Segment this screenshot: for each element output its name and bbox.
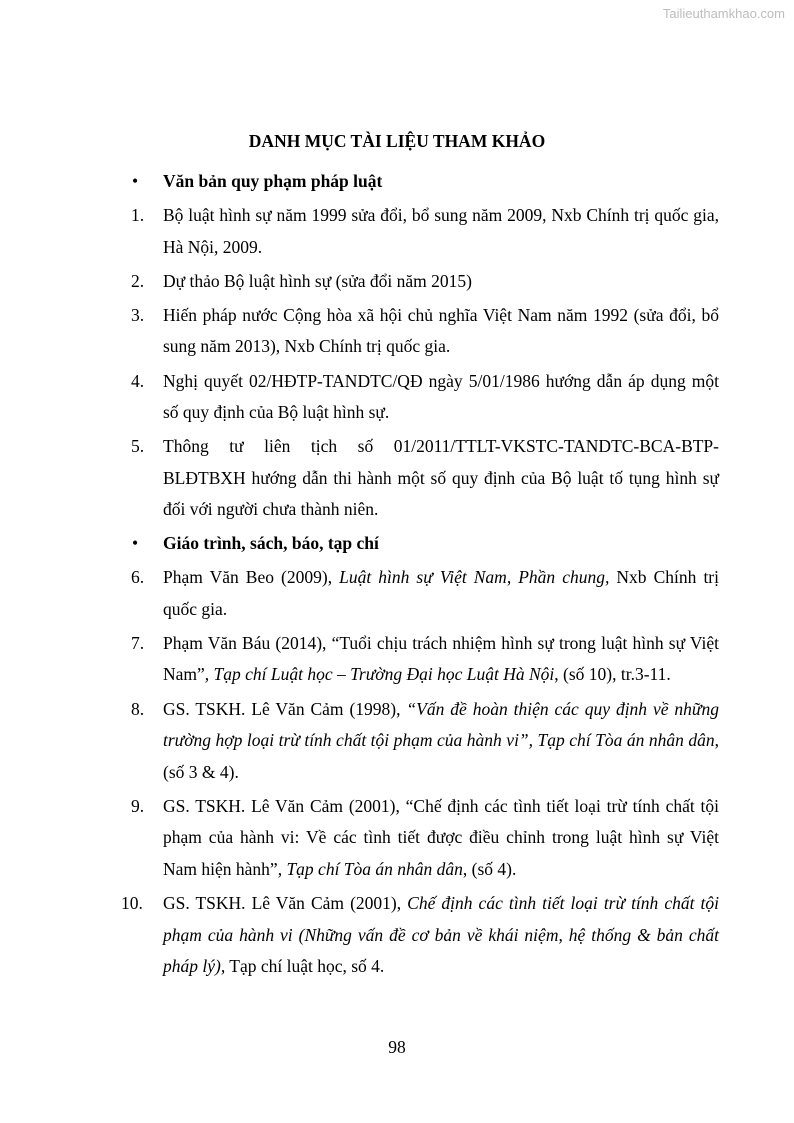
reference-item [131, 431, 719, 526]
reference-text: GS. TSKH. Lê Văn Cảm (2001), “Chế định các tình tiết loại trừ tính chất tội phạm của hành vi: Về các tình tiết được điều chỉnh trong luật hình sự Việt Nam hiện hành” [163, 795, 719, 879]
page-number: 98 [388, 1037, 406, 1057]
reference-italic-text: Luật hình sự Việt Nam, Phần chung, [339, 567, 610, 588]
reference-text: Hiến pháp nước Cộng hòa xã hội chủ nghĩa Việt Nam năm 1992 (sửa đổi, bổ sung năm 2013), Nxb Chính trị quốc gia. [163, 304, 719, 357]
bullet-icon: • [132, 171, 139, 191]
reference-number: 5. [131, 436, 145, 457]
reference-text: Dự thảo Bộ luật hình sự (sửa đổi năm 2015) [163, 270, 472, 291]
reference-italic-text: , Tạp chí Tòa án nhân dân [277, 858, 463, 879]
reference-number: 9. [131, 795, 145, 816]
reference-text: Phạm Văn Beo (2009), [163, 567, 340, 588]
watermark: Tailieuthamkhao.com [662, 6, 785, 21]
reference-italic-text: “Vấn đề hoàn thiện các quy định về những trường hợp loại trừ tính chất tội phạm của hành vi”, Tạp chí Tòa án nhân dân [163, 698, 719, 751]
page-title: DANH MỤC TÀI LIỆU THAM KHẢO [248, 131, 546, 151]
reference-item [131, 791, 719, 886]
reference-italic-text: , Tạp chí Luật học – Trường Đại học Luật Hà Nội [204, 664, 555, 685]
reference-item [131, 300, 719, 363]
reference-item [131, 694, 719, 789]
reference-number: 10. [121, 893, 143, 914]
section-heading [131, 528, 719, 560]
reference-text: Phạm Văn Báu (2014), “Tuổi chịu trách nhiệm hình sự trong luật hình sự Việt Nam” [163, 632, 719, 685]
reference-text: , (số 4). [462, 858, 517, 879]
reference-number: 3. [131, 304, 145, 325]
reference-list [121, 164, 719, 983]
reference-text: , (số 10), tr.3-11. [554, 664, 671, 685]
reference-item [131, 562, 719, 625]
reference-text: GS. TSKH. Lê Văn Cảm (1998), [163, 698, 407, 719]
reference-number: 2. [131, 270, 145, 291]
reference-text: Tạp chí luật học, số 4. [225, 956, 385, 977]
reference-item [131, 200, 719, 263]
reference-number: 4. [131, 370, 145, 391]
reference-number: 6. [131, 567, 145, 588]
reference-italic-text: Chế định các tình tiết loại trừ tính chất tội phạm của hành vi (Những vấn đề cơ bản về khái niệm, hệ thống & bản chất pháp lý), [163, 893, 719, 977]
reference-text: Nxb Chính trị quốc gia. [163, 567, 719, 619]
reference-number: 7. [131, 632, 145, 653]
section-heading-text: Văn bản quy phạm pháp luật [163, 171, 383, 191]
reference-text: GS. TSKH. Lê Văn Cảm (2001), [163, 893, 408, 914]
reference-text: Thông tư liên tịch số 01/2011/TTLT-VKSTC-TANDTC-BCA-BTP-BLĐTBXH hướng dẫn thi hành một số quy định của Bộ luật tố tụng hình sự đối với người chưa thành niên. [163, 436, 719, 520]
section-heading [131, 166, 719, 198]
reference-number: 1. [131, 205, 145, 226]
reference-number: 8. [131, 698, 145, 719]
reference-item [131, 366, 719, 429]
reference-item [131, 266, 719, 298]
bullet-icon: • [132, 533, 139, 554]
section-heading-text: Giáo trình, sách, báo, tạp chí [163, 533, 379, 554]
reference-item [131, 628, 719, 691]
reference-text: Nghị quyết 02/HĐTP-TANDTC/QĐ ngày 5/01/1986 hướng dẫn áp dụng một số quy định của Bộ luật hình sự. [163, 370, 719, 423]
reference-text: , (số 3 & 4). [163, 730, 719, 782]
reference-text: Bộ luật hình sự năm 1999 sửa đổi, bổ sung năm 2009, Nxb Chính trị quốc gia, Hà Nội, 2009. [163, 205, 719, 257]
reference-item [121, 888, 719, 983]
